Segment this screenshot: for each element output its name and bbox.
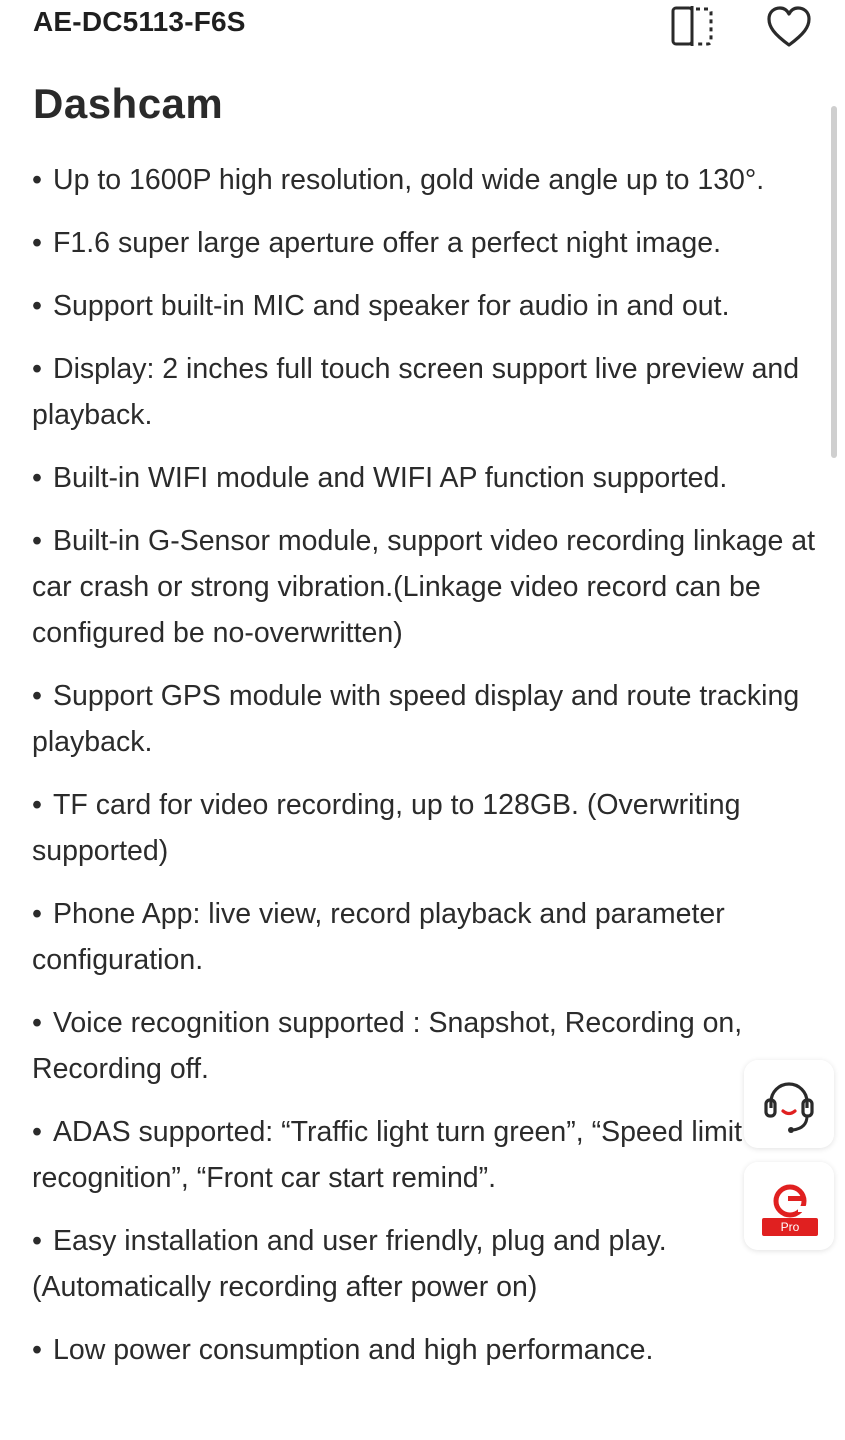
list-item	[32, 1218, 817, 1310]
list-item	[32, 1327, 817, 1373]
feature-text: TF card for video recording, up to 128GB. (Overwriting supported)	[32, 789, 741, 867]
list-item	[32, 1109, 817, 1201]
feature-list	[32, 157, 817, 1390]
heart-icon[interactable]	[764, 4, 814, 50]
bullet-icon: •	[32, 462, 42, 494]
top-bar	[0, 0, 845, 56]
list-item	[32, 782, 817, 874]
bullet-icon: •	[32, 164, 42, 196]
bullet-icon: •	[32, 1007, 42, 1039]
bullet-icon: •	[32, 898, 42, 930]
feature-text: Voice recognition supported : Snapshot, Recording on, Recording off.	[32, 1007, 743, 1085]
bullet-icon: •	[32, 227, 42, 259]
pro-badge-icon	[744, 1162, 834, 1250]
list-item	[32, 673, 817, 765]
bullet-icon: •	[32, 1116, 42, 1148]
model-code: AE-DC5113-F6S	[33, 6, 246, 37]
feature-text: Display: 2 inches full touch screen support live preview and playback.	[32, 353, 800, 431]
list-item	[32, 455, 817, 501]
feature-text: ADAS supported: “Traffic light turn green”, “Speed limit recognition”, “Front car start remind”.	[32, 1116, 743, 1194]
bullet-icon: •	[32, 290, 42, 322]
bullet-icon: •	[32, 525, 42, 557]
list-item	[32, 891, 817, 983]
feature-text: Low power consumption and high performance.	[53, 1334, 654, 1366]
list-item	[32, 220, 817, 266]
list-item	[32, 346, 817, 438]
bullet-icon: •	[32, 1334, 42, 1366]
feature-text: Phone App: live view, record playback and parameter configuration.	[32, 898, 725, 976]
page-title: Dashcam	[33, 80, 224, 127]
list-item	[32, 518, 817, 656]
headset-icon	[744, 1060, 834, 1148]
bullet-icon: •	[32, 680, 42, 712]
bullet-icon: •	[32, 789, 42, 821]
feature-text: Built-in WIFI module and WIFI AP function supported.	[53, 462, 728, 494]
pro-label: Pro	[762, 1218, 818, 1236]
scrollbar[interactable]	[831, 106, 837, 458]
feature-text: F1.6 super large aperture offer a perfect night image.	[53, 227, 722, 259]
feature-text: Support built-in MIC and speaker for audio in and out.	[53, 290, 730, 322]
list-item	[32, 1000, 817, 1092]
feature-text: Up to 1600P high resolution, gold wide angle up to 130°.	[53, 164, 765, 196]
bullet-icon: •	[32, 353, 42, 385]
list-item	[32, 157, 817, 203]
customer-support-button[interactable]	[744, 1060, 834, 1148]
feature-text: Built-in G-Sensor module, support video recording linkage at car crash or strong vibration.(Linkage video record can be configured be no-overwritten)	[32, 525, 815, 649]
list-item	[32, 283, 817, 329]
feature-text: Support GPS module with speed display and route tracking playback.	[32, 680, 800, 758]
compare-icon[interactable]	[668, 4, 716, 48]
bullet-icon: •	[32, 1225, 42, 1257]
feature-text: Easy installation and user friendly, plug and play. (Automatically recording after power on)	[32, 1225, 667, 1303]
pro-badge-button[interactable]	[744, 1162, 834, 1250]
